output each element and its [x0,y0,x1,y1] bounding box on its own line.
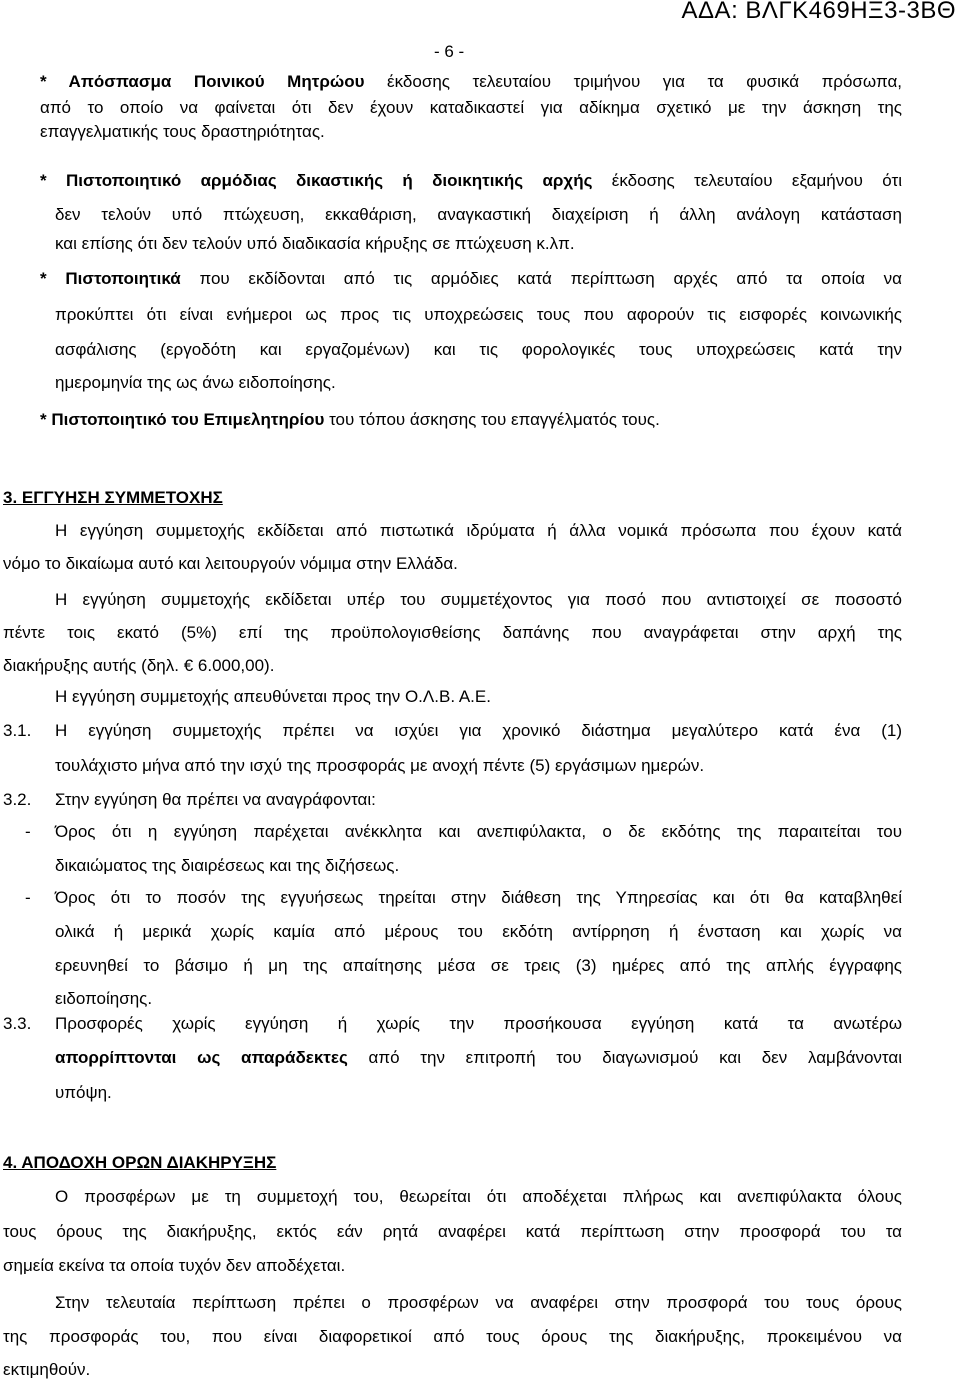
section-3-paragraph: Η εγγύηση συμμετοχής εκδίδεται από πιστωτικά ιδρύματα ή άλλα νομικά πρόσωπα που έχουν κατά [55,521,902,540]
certificates-title: * Πιστοποιητικά [40,269,181,288]
bullet-item: Όρος ότι η εγγύηση παρέχεται ανέκκλητα και ανεπιφύλακτα, ο δε εκδότης της παραιτείται του [55,822,902,841]
clause-3-1: Η εγγύηση συμμετοχής πρέπει να ισχύει για χρονικό διάστημα μεγαλύτερο κατά ένα (1) [55,721,902,740]
criminal-record-title: * Απόσπασμα Ποινικού Μητρώου [40,72,365,91]
ada-code: ΑΔΑ: ΒΛΓΚ469ΗΞ3-3ΒΘ [681,0,956,24]
bullet-dash: - [25,888,31,907]
section-4-title: 4. ΑΠΟΔΟΧΗ ΟΡΩΝ ΔΙΑΚΗΡΥΞΗΣ [3,1153,277,1172]
clause-number: 3.2. [3,790,32,809]
section-4-paragraph: Ο προσφέρων με τη συμμετοχή του, θεωρείται ότι αποδέχεται πλήρως και ανεπιφύλακτα όλους [55,1187,902,1206]
rejection-emphasis: απορρίπτονται ως απαράδεκτες [55,1048,348,1067]
bullet-item: Όρος ότι το ποσόν της εγγυήσεως τηρείται στην διάθεση της Υπηρεσίας και ότι θα καταβληθεί [55,888,902,907]
clause-number: 3.1. [3,721,32,740]
section-3-title: 3. ΕΓΓΥΗΣΗ ΣΥΜΜΕΤΟΧΗΣ [3,488,223,507]
clause-3-3: Προσφορές χωρίς εγγύηση ή χωρίς την προσήκουσα εγγύηση κατά τα ανωτέρω [55,1014,902,1033]
page-number: - 6 - [434,42,465,61]
authority-certificate-title: * Πιστοποιητικό αρμόδιας δικαστικής ή διοικητικής αρχής [40,171,593,190]
bullet-dash: - [25,822,31,841]
chamber-certificate-item: * Πιστοποιητικό του Επιμελητηρίου του τόπου άσκησης του επαγγέλματός τους. [40,410,660,429]
clause-number: 3.3. [3,1014,32,1033]
clause-3-2: Στην εγγύηση θα πρέπει να αναγράφονται: [55,790,376,809]
